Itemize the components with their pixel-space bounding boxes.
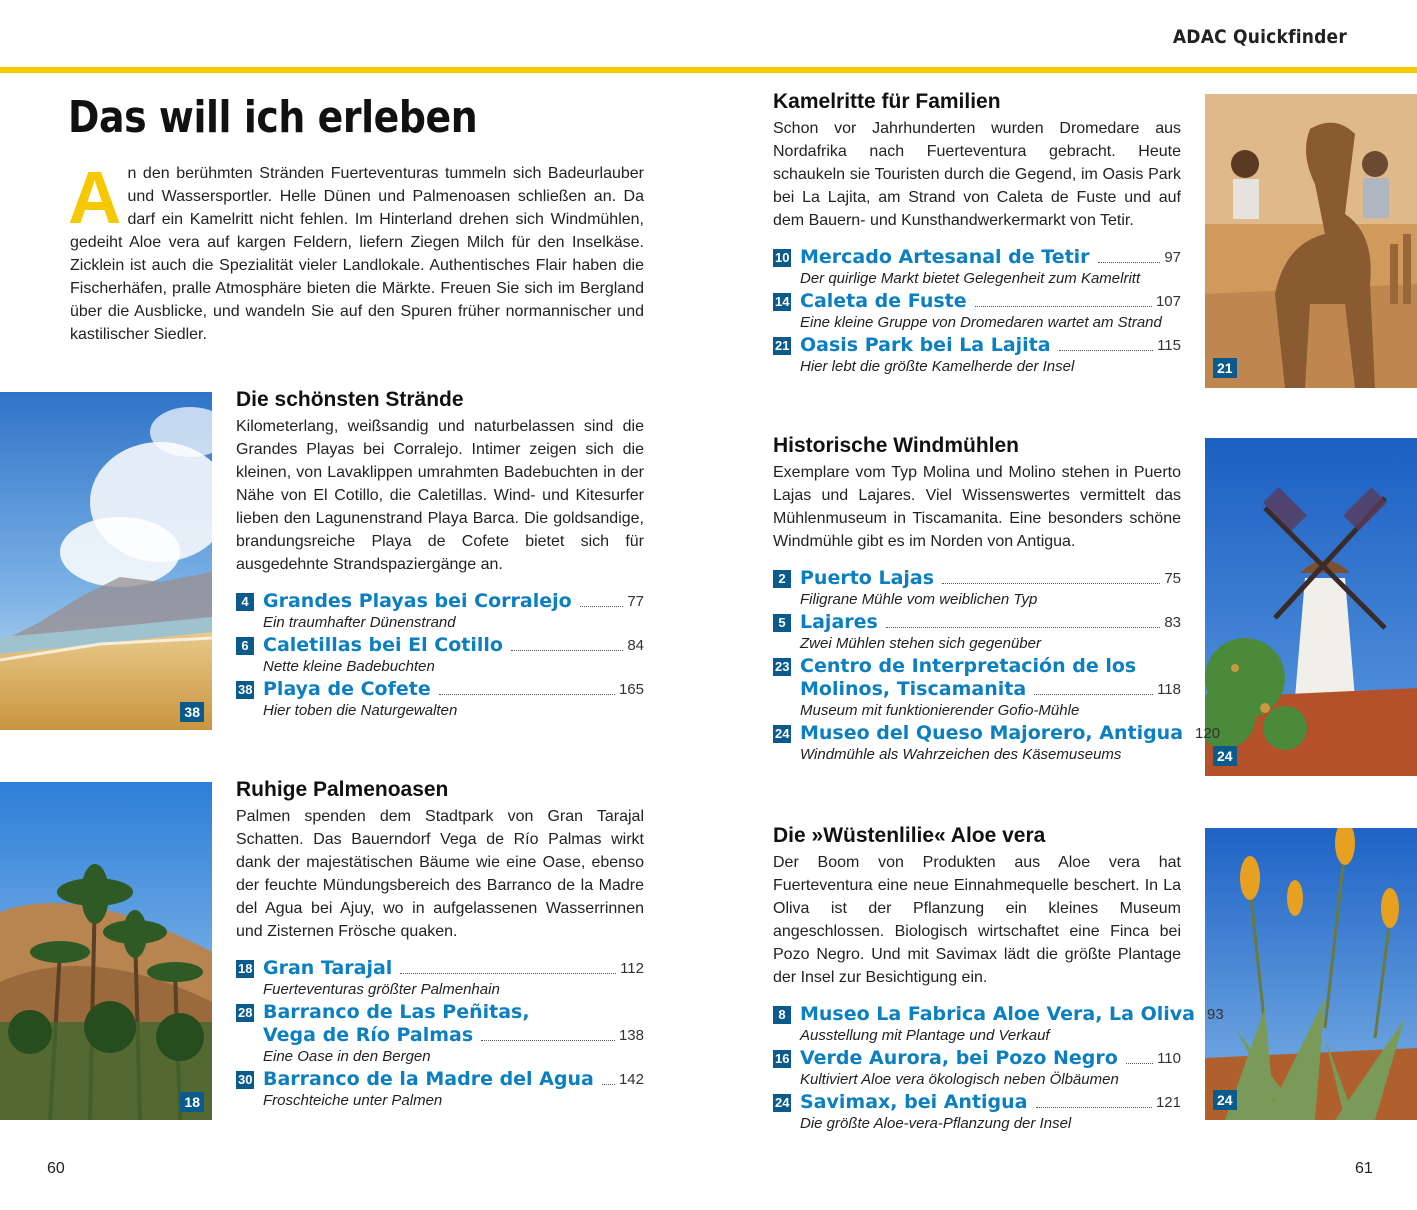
entry-subtitle: Kultiviert Aloe vera ökologisch neben Ölbäumen <box>800 1071 1119 1088</box>
entry-subtitle: Ausstellung mit Plantage und Verkauf <box>800 1027 1050 1044</box>
entry-page: 75 <box>1164 570 1181 587</box>
section-windmills <box>773 434 1221 766</box>
intro-paragraph <box>68 156 644 346</box>
list-item <box>773 290 1181 333</box>
entry-page: 83 <box>1164 614 1181 631</box>
entry-page: 121 <box>1155 1094 1181 1111</box>
section-camel-rides <box>773 90 1181 378</box>
entry-subtitle: Zwei Mühlen stehen sich gegenüber <box>800 635 1041 652</box>
list-item <box>773 246 1181 289</box>
list-item <box>773 722 1221 765</box>
entry-number: 21 <box>775 338 790 353</box>
yellow-divider <box>0 67 1417 73</box>
entry-page: 77 <box>627 593 644 610</box>
entry-number: 10 <box>775 250 790 265</box>
entry-name: Barranco de la Madre del Agua <box>263 1068 594 1090</box>
page-number-right: 61 <box>1355 1160 1373 1177</box>
list-item <box>236 678 644 721</box>
entry-number: 23 <box>775 659 790 674</box>
section-body: Der Boom von Produkten aus Aloe vera hat Fuerteventura eine neue Einnahmequelle beschert. In La Oliva ist der Pflanzung ein kleines Museum angeschlossen. Biologisch wirtschaftet eine Finca bei Pozo Negro. Und mit Savimax lädt die größte Plantage der Insel zur Besichtigung ein. <box>773 854 1181 986</box>
entry-page: 115 <box>1157 337 1181 354</box>
list-item <box>773 1091 1181 1134</box>
entry-number: 30 <box>238 1072 253 1087</box>
entry-number: 24 <box>775 1095 790 1110</box>
section-palm-oases <box>236 778 644 1112</box>
section-aloe-vera <box>773 824 1224 1135</box>
list-item <box>773 1047 1181 1090</box>
entry-number: 14 <box>775 294 790 309</box>
entry-name: Mercado Artesanal de Tetir <box>800 246 1090 268</box>
entry-name: Gran Tarajal <box>263 957 393 979</box>
section-body: Schon vor Jahrhunderten wurden Dromedare aus Nordafrika nach Fuerteventura gebracht. Heute schaukeln sie Touristen durch die Gegend, im Oasis Park bei La Lajita, am Strand von Caleta de Fuste und auf dem Bauern- und Kunsthandwerkermarkt von Tetir. <box>773 120 1181 229</box>
palm-oasis-photo <box>0 782 212 1120</box>
section-title: Ruhige Palmenoasen <box>236 778 449 801</box>
entry-page: 165 <box>618 681 644 698</box>
entry-page: 107 <box>1155 293 1181 310</box>
entry-number: 16 <box>775 1051 790 1066</box>
entry-number: 24 <box>775 726 790 741</box>
entry-subtitle: Fuerteventuras größter Palmenhain <box>263 981 500 998</box>
camel-photo <box>1205 94 1417 388</box>
intro-text: n den berühmten Stränden Fuerteventuras tummeln sich Badeurlauber und Wassersportler. Helle Dünen und Palmenoasen schließen an. Da darf ein Kamelritt nicht fehlen. Im Hinterland drehen sich Windmühlen, gedeiht Aloe vera auf kargen Feldern, liefern Ziegen Milch für den Inselkäse. Zicklein ist auch die Spezialität vieler Landlokale. Authentisches Flair haben die Fischerhäfen, pralle Atmosphäre bieten die Märkte. Freuen Sie sich im Bergland über die Ausblicke, und wandeln Sie auf den Spuren früher normannischer und kastilischer Siedler. <box>70 165 644 343</box>
entry-page: 138 <box>618 1027 644 1044</box>
entry-number: 28 <box>238 1005 253 1020</box>
entry-name: Museo La Fabrica Aloe Vera, La Oliva <box>800 1003 1195 1025</box>
entry-page: 84 <box>627 637 644 654</box>
entry-subtitle: Nette kleine Badebuchten <box>263 658 435 675</box>
section-body: Palmen spenden dem Stadtpark von Gran Tarajal Schatten. Das Bauerndorf Vega de Río Palmas wirkt dank der majestätischen Bäume wie eine Oase, ebenso der feuchte Mündungsbereich des Barranco de la Madre del Agua bei Ajuy, wo in aufgelassenen Wasserrinnen und Zisternen Frösche quaken. <box>236 808 644 940</box>
entry-subtitle: Eine kleine Gruppe von Dromedaren wartet am Strand <box>800 314 1162 331</box>
photo-number-badge: 38 <box>180 702 204 722</box>
entry-subtitle: Ein traumhafter Dünenstrand <box>263 614 456 631</box>
section-title: Kamelritte für Familien <box>773 90 1001 113</box>
entry-number: 6 <box>236 637 254 655</box>
list-item <box>236 1068 644 1111</box>
section-beaches <box>236 388 644 722</box>
entry-number: 8 <box>773 1006 791 1024</box>
entry-number: 4 <box>236 593 254 611</box>
entry-page: 118 <box>1157 681 1181 698</box>
entry-subtitle: Hier toben die Naturgewalten <box>263 702 458 719</box>
entry-name: Museo del Queso Majorero, Antigua <box>800 722 1184 744</box>
section-title: Die schönsten Strände <box>236 388 464 411</box>
entry-name: Molinos, Tiscamanita <box>800 678 1027 700</box>
aloe-vera-photo <box>1205 828 1417 1120</box>
section-title: Historische Windmühlen <box>773 434 1020 457</box>
entry-name-line1: Barranco de Las Peñitas, <box>263 1001 530 1023</box>
drop-cap: A <box>68 156 122 239</box>
entry-subtitle: Eine Oase in den Bergen <box>263 1048 431 1065</box>
entry-name: Savimax, bei Antigua <box>800 1091 1028 1113</box>
list-item <box>773 567 1181 610</box>
entry-page: 120 <box>1195 725 1221 742</box>
entry-subtitle: Die größte Aloe-vera-Pflanzung der Insel <box>800 1115 1072 1132</box>
entry-subtitle: Hier lebt die größte Kamelherde der Insel <box>800 358 1075 375</box>
section-body: Kilometerlang, weißsandig und naturbelassen sind die Grandes Playas bei Corralejo. Intimer zeigen sich die kleinen, von Lavaklippen umrahmten Badebuchten in der Nähe von El Cotillo, die Caletillas. Wind- und Kitesurfer lieben den Lagunenstrand Playa Barca. Die goldsandige, brandungsreiche Playa de Cofete bietet sich für ausgedehnte Strandspaziergänge an. <box>236 418 644 573</box>
list-item <box>773 611 1181 654</box>
section-body: Exemplare vom Typ Molina und Molino stehen in Puerto Lajas und Lajares. Viel Wissenswertes vermittelt das Mühlenmuseum in Tiscamanita. Eine besonders schöne Windmühle gibt es im Norden von Antigua. <box>773 464 1181 550</box>
entry-number: 38 <box>238 682 253 697</box>
entry-name: Oasis Park bei La Lajita <box>800 334 1051 356</box>
entry-page: 112 <box>620 960 644 977</box>
entry-name: Verde Aurora, bei Pozo Negro <box>800 1047 1118 1069</box>
list-item <box>236 634 644 677</box>
entry-name: Puerto Lajas <box>800 567 935 589</box>
entry-subtitle: Froschteiche unter Palmen <box>263 1092 443 1109</box>
entry-page: 97 <box>1164 249 1181 266</box>
quickfinder-header: ADAC Quickfinder <box>1172 26 1347 48</box>
section-title: Die »Wüstenlilie« Aloe vera <box>773 824 1046 847</box>
beach-photo <box>0 392 212 730</box>
list-item <box>236 590 644 633</box>
photo-number-badge: 24 <box>1213 746 1237 766</box>
entry-number: 18 <box>238 961 253 976</box>
entry-name: Caletillas bei El Cotillo <box>263 634 503 656</box>
entry-name: Vega de Río Palmas <box>263 1024 474 1046</box>
photo-number-badge: 18 <box>180 1092 204 1112</box>
entry-number: 5 <box>773 614 791 632</box>
list-item <box>236 1001 644 1067</box>
list-item <box>773 1003 1224 1046</box>
list-item <box>773 655 1181 721</box>
entry-subtitle: Museum mit funktionierender Gofio-Mühle <box>800 702 1080 719</box>
photo-number-badge: 24 <box>1213 1090 1237 1110</box>
entry-page: 110 <box>1157 1050 1181 1067</box>
entry-page: 93 <box>1206 1006 1224 1023</box>
entry-page: 142 <box>618 1071 644 1088</box>
page-number-left: 60 <box>47 1160 65 1177</box>
entry-subtitle: Der quirlige Markt bietet Gelegenheit zum Kamelritt <box>800 270 1141 287</box>
list-item <box>773 334 1181 377</box>
entry-name-line1: Centro de Interpretación de los <box>800 655 1137 677</box>
entry-name: Lajares <box>800 611 878 633</box>
entry-name: Caleta de Fuste <box>800 290 967 312</box>
windmill-photo <box>1205 438 1417 776</box>
entry-subtitle: Windmühle als Wahrzeichen des Käsemuseums <box>800 746 1122 763</box>
entry-name: Grandes Playas bei Corralejo <box>263 590 572 612</box>
page-title: Das will ich erleben <box>68 92 478 143</box>
entry-subtitle: Filigrane Mühle vom weiblichen Typ <box>800 591 1038 608</box>
entry-number: 2 <box>773 570 791 588</box>
list-item <box>236 957 644 1000</box>
entry-name: Playa de Cofete <box>263 678 431 700</box>
photo-number-badge: 21 <box>1213 358 1237 378</box>
